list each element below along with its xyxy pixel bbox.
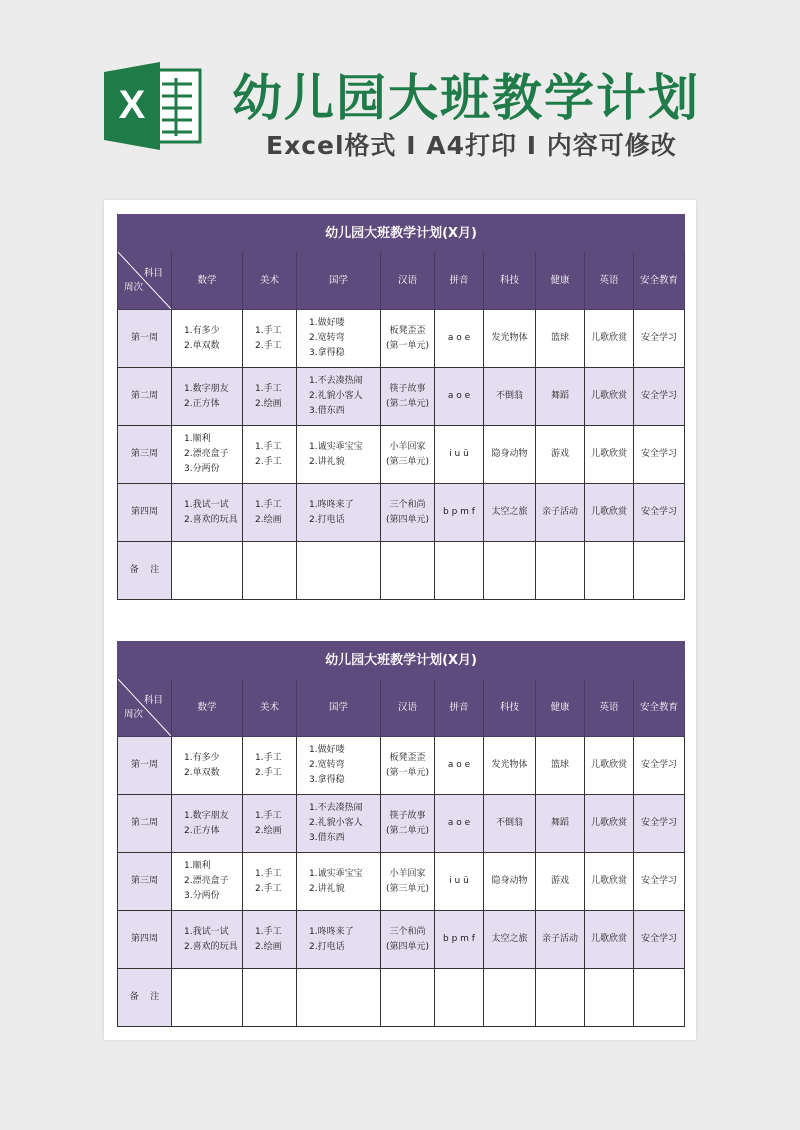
teaching-plan-table (117, 641, 685, 1027)
table-cell: 1.诚实乖宝宝 2.讲礼貌 (297, 853, 381, 911)
table-cell: 1.手工 2.绘画 (243, 368, 297, 426)
subject-header: 健康 (536, 679, 585, 737)
notes-cell[interactable] (381, 542, 435, 600)
table-cell: 儿歌欣赏 (585, 911, 634, 969)
table-cell: 安全学习 (634, 368, 685, 426)
notes-cell[interactable] (536, 542, 585, 600)
subject-header: 美术 (243, 252, 297, 310)
table-cell: 1.做好喽 2.宽转弯 3.拿得稳 (297, 310, 381, 368)
table-cell: 发光物体 (484, 737, 536, 795)
page-subtitle: Excel格式 I A4打印 I 内容可修改 (266, 131, 677, 160)
table-cell: 1.顺利 2.漂亮盒子 3.分两份 (172, 853, 243, 911)
table-cell: 亲子活动 (536, 911, 585, 969)
notes-cell[interactable] (297, 542, 381, 600)
table-cell: 筷子故事 (第二单元) (381, 795, 435, 853)
table-cell: 1.有多少 2.单双数 (172, 310, 243, 368)
page-title: 幼儿园大班教学计划 (232, 69, 700, 127)
table-cell: 1.做好喽 2.宽转弯 3.拿得稳 (297, 737, 381, 795)
table-cell: 隐身动物 (484, 853, 536, 911)
teaching-plan-table (117, 214, 685, 600)
table-row (118, 484, 685, 542)
table-cell: i u ü (435, 853, 484, 911)
table-cell: 儿歌欣赏 (585, 484, 634, 542)
table-cell: 1.我试一试 2.喜欢的玩具 (172, 484, 243, 542)
subject-header: 汉语 (381, 252, 435, 310)
table-cell: 舞蹈 (536, 368, 585, 426)
notes-row (118, 969, 685, 1027)
table-row (118, 368, 685, 426)
plan-table-2 (117, 641, 684, 1027)
subject-header: 国学 (297, 252, 381, 310)
document-sheet (104, 200, 696, 1040)
notes-row (118, 542, 685, 600)
table-cell: 1.手工 2.手工 (243, 310, 297, 368)
subject-header: 数学 (172, 679, 243, 737)
table-cell: 1.我试一试 2.喜欢的玩具 (172, 911, 243, 969)
notes-cell[interactable] (484, 969, 536, 1027)
table-title: 幼儿园大班教学计划(X月) (118, 215, 685, 252)
table-cell: 舞蹈 (536, 795, 585, 853)
table-cell: 板凳歪歪 (第一单元) (381, 737, 435, 795)
table-cell: 游戏 (536, 853, 585, 911)
table-cell: 1.手工 2.绘画 (243, 795, 297, 853)
table-row (118, 795, 685, 853)
table-cell: 儿歌欣赏 (585, 737, 634, 795)
table-cell: 安全学习 (634, 795, 685, 853)
subject-header: 汉语 (381, 679, 435, 737)
table-cell: 1.数字朋友 2.正方体 (172, 795, 243, 853)
table-cell: 三个和尚 (第四单元) (381, 911, 435, 969)
table-cell: 隐身动物 (484, 426, 536, 484)
table-row (118, 737, 685, 795)
notes-cell[interactable] (381, 969, 435, 1027)
notes-label: 备 注 (118, 542, 172, 600)
table-cell: 1.诚实乖宝宝 2.讲礼貌 (297, 426, 381, 484)
table-cell: 儿歌欣赏 (585, 426, 634, 484)
table-cell: 1.有多少 2.单双数 (172, 737, 243, 795)
table-cell: 1.不去凑热闹 2.礼貌小客人 3.借东西 (297, 368, 381, 426)
corner-week-label: 周次 (124, 709, 144, 720)
week-label: 第四周 (118, 911, 172, 969)
table-cell: 1.手工 2.手工 (243, 426, 297, 484)
table-cell: 安全学习 (634, 484, 685, 542)
corner-header (118, 252, 172, 310)
table-cell: i u ü (435, 426, 484, 484)
table-row (118, 310, 685, 368)
notes-cell[interactable] (297, 969, 381, 1027)
notes-cell[interactable] (634, 542, 685, 600)
table-cell: 游戏 (536, 426, 585, 484)
table-cell: 1.顺利 2.漂亮盒子 3.分两份 (172, 426, 243, 484)
table-cell: 安全学习 (634, 911, 685, 969)
corner-header (118, 679, 172, 737)
table-cell: 太空之旅 (484, 484, 536, 542)
table-cell: 小羊回家 (第三单元) (381, 426, 435, 484)
table-cell: a o e (435, 737, 484, 795)
notes-cell[interactable] (585, 969, 634, 1027)
subject-header: 数学 (172, 252, 243, 310)
table-cell: 小羊回家 (第三单元) (381, 853, 435, 911)
table-cell: 板凳歪歪 (第一单元) (381, 310, 435, 368)
table-cell: 1.咚咚来了 2.打电话 (297, 911, 381, 969)
table-cell: 安全学习 (634, 426, 685, 484)
table-cell: 1.咚咚来了 2.打电话 (297, 484, 381, 542)
subject-header: 拼音 (435, 679, 484, 737)
table-cell: 太空之旅 (484, 911, 536, 969)
week-label: 第四周 (118, 484, 172, 542)
table-cell: 发光物体 (484, 310, 536, 368)
subject-header: 拼音 (435, 252, 484, 310)
week-label: 第二周 (118, 368, 172, 426)
notes-label: 备 注 (118, 969, 172, 1027)
subject-header: 科技 (484, 252, 536, 310)
table-cell: 1.手工 2.手工 (243, 737, 297, 795)
week-label: 第三周 (118, 426, 172, 484)
subject-header: 国学 (297, 679, 381, 737)
table-title: 幼儿园大班教学计划(X月) (118, 642, 685, 679)
table-cell: a o e (435, 368, 484, 426)
notes-cell[interactable] (435, 542, 484, 600)
table-cell: 儿歌欣赏 (585, 310, 634, 368)
table-cell: 1.手工 2.绘画 (243, 484, 297, 542)
notes-cell[interactable] (172, 542, 243, 600)
week-label: 第一周 (118, 737, 172, 795)
subject-header: 美术 (243, 679, 297, 737)
subject-header: 英语 (585, 252, 634, 310)
week-label: 第一周 (118, 310, 172, 368)
table-cell: 不倒翁 (484, 368, 536, 426)
table-cell: b p m f (435, 911, 484, 969)
notes-cell[interactable] (585, 542, 634, 600)
table-row (118, 426, 685, 484)
table-cell: 儿歌欣赏 (585, 368, 634, 426)
table-cell: 筷子故事 (第二单元) (381, 368, 435, 426)
page-header (0, 0, 800, 190)
corner-subject-label: 科目 (143, 268, 163, 279)
notes-cell[interactable] (536, 969, 585, 1027)
table-cell: 亲子活动 (536, 484, 585, 542)
table-cell: 1.数字朋友 2.正方体 (172, 368, 243, 426)
subject-header: 英语 (585, 679, 634, 737)
excel-logo-icon (104, 60, 204, 152)
logo-letter: X (118, 83, 146, 127)
notes-cell[interactable] (634, 969, 685, 1027)
table-cell: 安全学习 (634, 310, 685, 368)
subject-header: 科技 (484, 679, 536, 737)
notes-cell[interactable] (243, 969, 297, 1027)
table-cell: 1.手工 2.绘画 (243, 911, 297, 969)
subject-header: 安全教育 (634, 679, 685, 737)
table-cell: 三个和尚 (第四单元) (381, 484, 435, 542)
table-cell: 儿歌欣赏 (585, 853, 634, 911)
notes-cell[interactable] (172, 969, 243, 1027)
corner-week-label: 周次 (124, 282, 144, 293)
table-cell: 篮球 (536, 310, 585, 368)
table-cell: 安全学习 (634, 737, 685, 795)
table-cell: a o e (435, 795, 484, 853)
table-cell: a o e (435, 310, 484, 368)
table-row (118, 853, 685, 911)
plan-table-1 (117, 214, 684, 600)
notes-cell[interactable] (435, 969, 484, 1027)
week-label: 第二周 (118, 795, 172, 853)
notes-cell[interactable] (243, 542, 297, 600)
week-label: 第三周 (118, 853, 172, 911)
subject-header: 健康 (536, 252, 585, 310)
table-cell: 篮球 (536, 737, 585, 795)
table-cell: 1.不去凑热闹 2.礼貌小客人 3.借东西 (297, 795, 381, 853)
table-cell: 儿歌欣赏 (585, 795, 634, 853)
notes-cell[interactable] (484, 542, 536, 600)
table-cell: 1.手工 2.手工 (243, 853, 297, 911)
corner-subject-label: 科目 (143, 695, 163, 706)
table-cell: b p m f (435, 484, 484, 542)
table-cell: 不倒翁 (484, 795, 536, 853)
table-row (118, 911, 685, 969)
table-cell: 安全学习 (634, 853, 685, 911)
subject-header: 安全教育 (634, 252, 685, 310)
